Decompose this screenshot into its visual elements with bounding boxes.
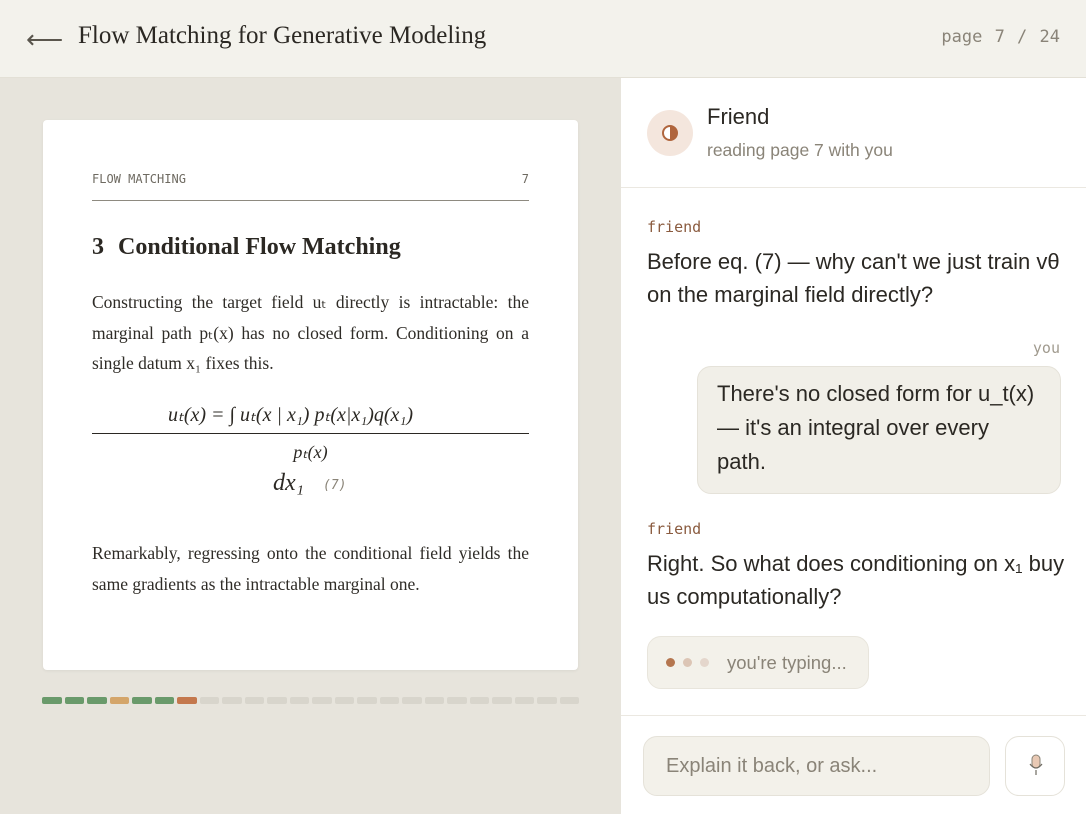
friend-header	[621, 78, 1086, 188]
friend-message: Before eq. (7) — why can't we just train vθ on the marginal field directly?	[647, 249, 1060, 307]
section-heading	[92, 234, 401, 261]
progress-segment-page-17[interactable]	[402, 697, 422, 704]
progress-segment-page-8[interactable]	[200, 697, 220, 704]
progress-segment-page-21[interactable]	[492, 697, 512, 704]
progress-segment-page-20[interactable]	[470, 697, 490, 704]
progress-segment-page-18[interactable]	[425, 697, 445, 704]
typing-dot	[666, 658, 675, 667]
chat-pane	[621, 78, 1086, 814]
paper-page	[43, 120, 578, 670]
progress-segment-page-4[interactable]	[110, 697, 130, 704]
progress-segment-page-23[interactable]	[537, 697, 557, 704]
progress-segment-page-10[interactable]	[245, 697, 265, 704]
message-sender-label: you	[1032, 339, 1060, 357]
composer	[621, 715, 1086, 814]
section-number: 3	[92, 234, 104, 260]
arrow-left-icon[interactable]: ⟵	[26, 24, 64, 54]
avatar	[647, 110, 693, 156]
page-indicator: page 7 / 24	[941, 27, 1060, 47]
message-list	[621, 188, 1086, 715]
progress-segment-page-16[interactable]	[380, 697, 400, 704]
progress-segment-page-14[interactable]	[335, 697, 355, 704]
progress-segment-page-12[interactable]	[290, 697, 310, 704]
typing-dot	[683, 658, 692, 667]
half-circle-icon	[662, 125, 678, 141]
progress-segment-page-7[interactable]	[177, 697, 197, 704]
equation-dx: dx₁	[273, 470, 304, 496]
message-input[interactable]	[643, 736, 990, 796]
progress-segment-page-6[interactable]	[155, 697, 175, 704]
reader-pane	[0, 78, 621, 814]
progress-segment-page-24[interactable]	[560, 697, 580, 704]
paragraph-1: Constructing the target field uₜ directly is intractable: the marginal path pₜ(x) has no closed form. Conditioning on a single datum x₁ fixes this.	[92, 292, 529, 373]
equation-denominator: pₜ(x)	[293, 442, 328, 462]
document-title: Flow Matching for Generative Modeling	[78, 22, 487, 49]
message-sender-label: friend	[647, 218, 702, 236]
progress-segment-page-19[interactable]	[447, 697, 467, 704]
typing-text: you're typing...	[727, 652, 847, 673]
equation-numerator: uₜ(x) = ∫ uₜ(x | x₁) pₜ(x|x₁)q(x₁)	[92, 402, 529, 434]
progress-segment-page-2[interactable]	[65, 697, 85, 704]
app-header	[0, 0, 1086, 78]
running-header	[92, 172, 529, 201]
friend-name: Friend	[707, 104, 770, 129]
progress-segment-page-15[interactable]	[357, 697, 377, 704]
progress-segment-page-11[interactable]	[267, 697, 287, 704]
page-progress-bar	[42, 697, 579, 705]
paper-page-number: 7	[521, 172, 529, 186]
section-title: Conditional Flow Matching	[118, 234, 401, 260]
progress-segment-page-13[interactable]	[312, 697, 332, 704]
friend-message: Right. So what does conditioning on x₁ buy us computationally?	[647, 551, 1065, 609]
user-message: There's no closed form for u_t(x) — it's an integral over every path.	[697, 366, 1061, 494]
equation-number: (7)	[323, 478, 347, 493]
running-head-title: FLOW MATCHING	[92, 172, 186, 186]
progress-segment-page-9[interactable]	[222, 697, 242, 704]
progress-segment-page-1[interactable]	[42, 697, 62, 704]
microphone-icon	[1029, 754, 1043, 778]
message-sender-label: friend	[647, 520, 702, 538]
friend-status: reading page 7 with you	[707, 140, 893, 160]
mic-button[interactable]	[1005, 736, 1065, 796]
progress-segment-page-3[interactable]	[87, 697, 107, 704]
typing-dots	[666, 658, 709, 667]
progress-segment-page-5[interactable]	[132, 697, 152, 704]
typing-indicator	[647, 636, 869, 689]
paragraph-2: Remarkably, regressing onto the conditional field yields the same gradients as the intractable marginal one.	[92, 543, 529, 594]
progress-segment-page-22[interactable]	[515, 697, 535, 704]
typing-dot	[700, 658, 709, 667]
